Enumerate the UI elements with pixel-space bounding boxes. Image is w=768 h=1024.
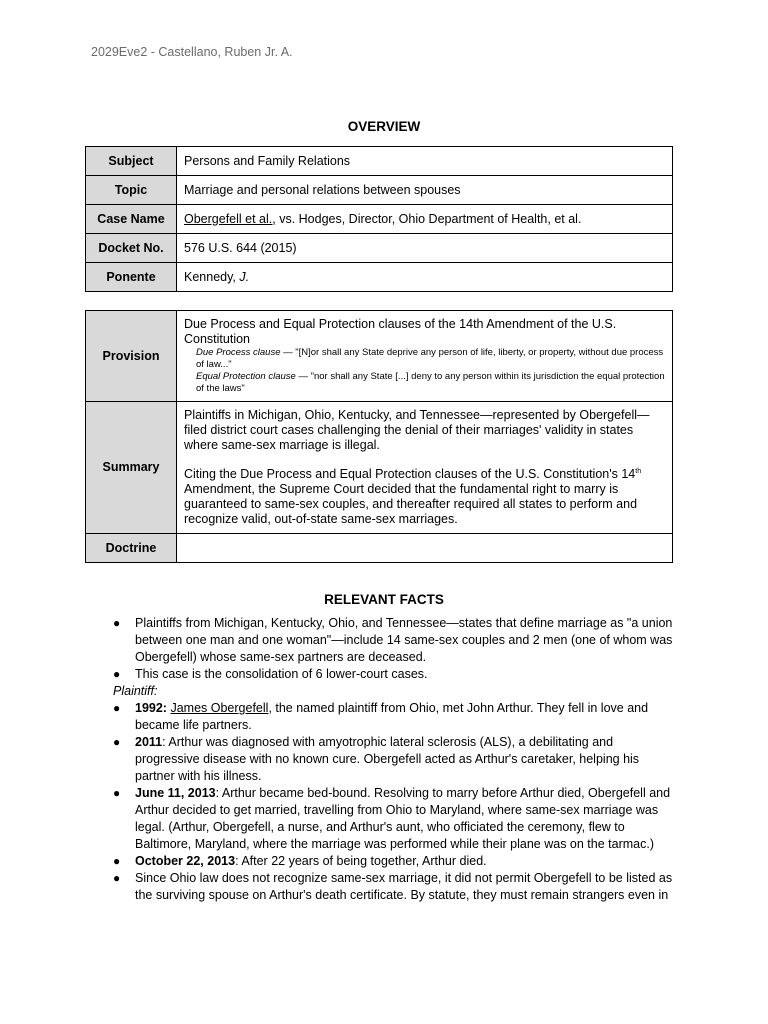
- summary-paragraph-2-end: Amendment, the Supreme Court decided that the fundamental right to marry is guaranteed to same-sex couples, and thereafter required all states to perform and recognize valid, out-of-state same-sex marriages.: [184, 482, 638, 526]
- fact-text: Plaintiffs from Michigan, Kentucky, Ohio, and Tennessee—states that define marriage as "a union between one man and one woman"—include 14 same-sex couples and 2 men (one of whom was Obergefell) whose same-sex partners are deceased.: [135, 616, 673, 664]
- topic-value: Marriage and personal relations between spouses: [177, 176, 673, 205]
- fact-text: : After 22 years of being together, Arthur died.: [235, 854, 487, 868]
- fact-text: Since Ohio law does not recognize same-sex marriage, it did not permit Obergefell to be listed as the surviving spouse on Arthur's death certificate. By statute, they must remain strangers even in: [135, 871, 673, 902]
- fact-text: : Arthur was diagnosed with amyotrophic lateral sclerosis (ALS), a debilitating and progressive disease with no known cure. Obergefell acted as Arthur's caretaker, helping his partner with his illness.: [135, 735, 640, 783]
- provision-label: Provision: [86, 311, 177, 402]
- bullet-icon: ●: [113, 667, 121, 681]
- equal-protection-clause-name: Equal Protection clause: [196, 371, 296, 382]
- fact-item: [113, 615, 678, 666]
- doctrine-label: Doctrine: [86, 534, 177, 563]
- provision-value: [177, 311, 673, 402]
- subject-value: Persons and Family Relations: [177, 147, 673, 176]
- summary-value: [177, 402, 673, 534]
- overview-table: [85, 146, 673, 292]
- ponente-row: [86, 263, 673, 292]
- fact-date: June 11, 2013: [135, 786, 216, 800]
- summary-row: [86, 402, 673, 534]
- topic-label: Topic: [86, 176, 177, 205]
- subject-label: Subject: [86, 147, 177, 176]
- doctrine-value: [177, 534, 673, 563]
- equal-protection-clause-text: — "nor shall any State [...] deny to any person within its jurisdiction the equal protection of the laws": [196, 371, 665, 394]
- fact-date: 1992:: [135, 701, 167, 715]
- subject-row: [86, 147, 673, 176]
- fact-text: This case is the consolidation of 6 lower-court cases.: [135, 667, 428, 681]
- plaintiff-name-link[interactable]: James Obergefell: [170, 701, 269, 715]
- document-header: 2029Eve2 - Castellano, Ruben Jr. A.: [91, 45, 293, 59]
- case-name-row: [86, 205, 673, 234]
- provision-row: [86, 311, 673, 402]
- docket-row: [86, 234, 673, 263]
- provision-main-text: Due Process and Equal Protection clauses of the 14th Amendment of the U.S. Constitution: [184, 317, 617, 346]
- relevant-facts-list: [113, 615, 678, 904]
- topic-row: [86, 176, 673, 205]
- case-name-link[interactable]: Obergefell et al.,: [184, 211, 276, 226]
- plaintiff-label: Plaintiff:: [113, 684, 158, 698]
- ponente-suffix: J.: [239, 269, 250, 284]
- bullet-icon: ●: [113, 616, 121, 630]
- fact-item: [113, 666, 678, 683]
- fact-text: : Arthur became bed-bound. Resolving to marry before Arthur died, Obergefell and Arthur decided to get married, travelling from Ohio to Maryland, where same-sex marriage was legal. (Arthur, Obergefell, a nurse, and Arthur's aunt, who officiated the ceremony, flew to Baltimore, Maryland, where the marriage was performed while their plane was on the tarmac.): [135, 786, 671, 851]
- ponente-value: [177, 263, 673, 292]
- fact-item: [113, 870, 678, 904]
- bullet-icon: ●: [113, 854, 121, 868]
- fact-date: October 22, 2013: [135, 854, 236, 868]
- relevant-facts-heading: RELEVANT FACTS: [324, 592, 444, 607]
- docket-label: Docket No.: [86, 234, 177, 263]
- bullet-icon: ●: [113, 786, 121, 800]
- due-process-clause-name: Due Process clause: [196, 347, 281, 358]
- ponente-label: Ponente: [86, 263, 177, 292]
- due-process-clause: [184, 347, 665, 371]
- doctrine-row: [86, 534, 673, 563]
- details-table: [85, 310, 673, 563]
- summary-paragraph-2: [184, 467, 665, 527]
- summary-superscript: th: [635, 467, 642, 475]
- fact-item: [113, 734, 678, 785]
- docket-value: 576 U.S. 644 (2015): [177, 234, 673, 263]
- equal-protection-clause: [184, 371, 665, 395]
- fact-date: 2011: [135, 735, 163, 749]
- summary-label: Summary: [86, 402, 177, 534]
- case-name-value: [177, 205, 673, 234]
- bullet-icon: ●: [113, 871, 121, 885]
- fact-text: , the named plaintiff from Ohio, met John Arthur. They fell in love and became life partners.: [135, 701, 649, 732]
- overview-heading: OVERVIEW: [347, 119, 421, 134]
- fact-item: [113, 700, 678, 734]
- case-name-rest: vs. Hodges, Director, Ohio Department of Health, et al.: [275, 211, 582, 226]
- fact-item: [113, 853, 678, 870]
- summary-paragraph-1: Plaintiffs in Michigan, Ohio, Kentucky, and Tennessee—represented by Obergefell—filed district court cases challenging the denial of their marriages' validity in states where same-sex marriage is illegal.: [184, 408, 650, 452]
- due-process-clause-text: — "[N]or shall any State deprive any person of life, liberty, or property, without due process of law...": [196, 347, 664, 370]
- fact-item: [113, 785, 678, 853]
- case-name-label: Case Name: [86, 205, 177, 234]
- bullet-icon: ●: [113, 735, 121, 749]
- bullet-icon: ●: [113, 701, 121, 715]
- ponente-name: Kennedy,: [184, 269, 240, 284]
- summary-paragraph-2-start: Citing the Due Process and Equal Protection clauses of the U.S. Constitution's 14: [184, 467, 636, 481]
